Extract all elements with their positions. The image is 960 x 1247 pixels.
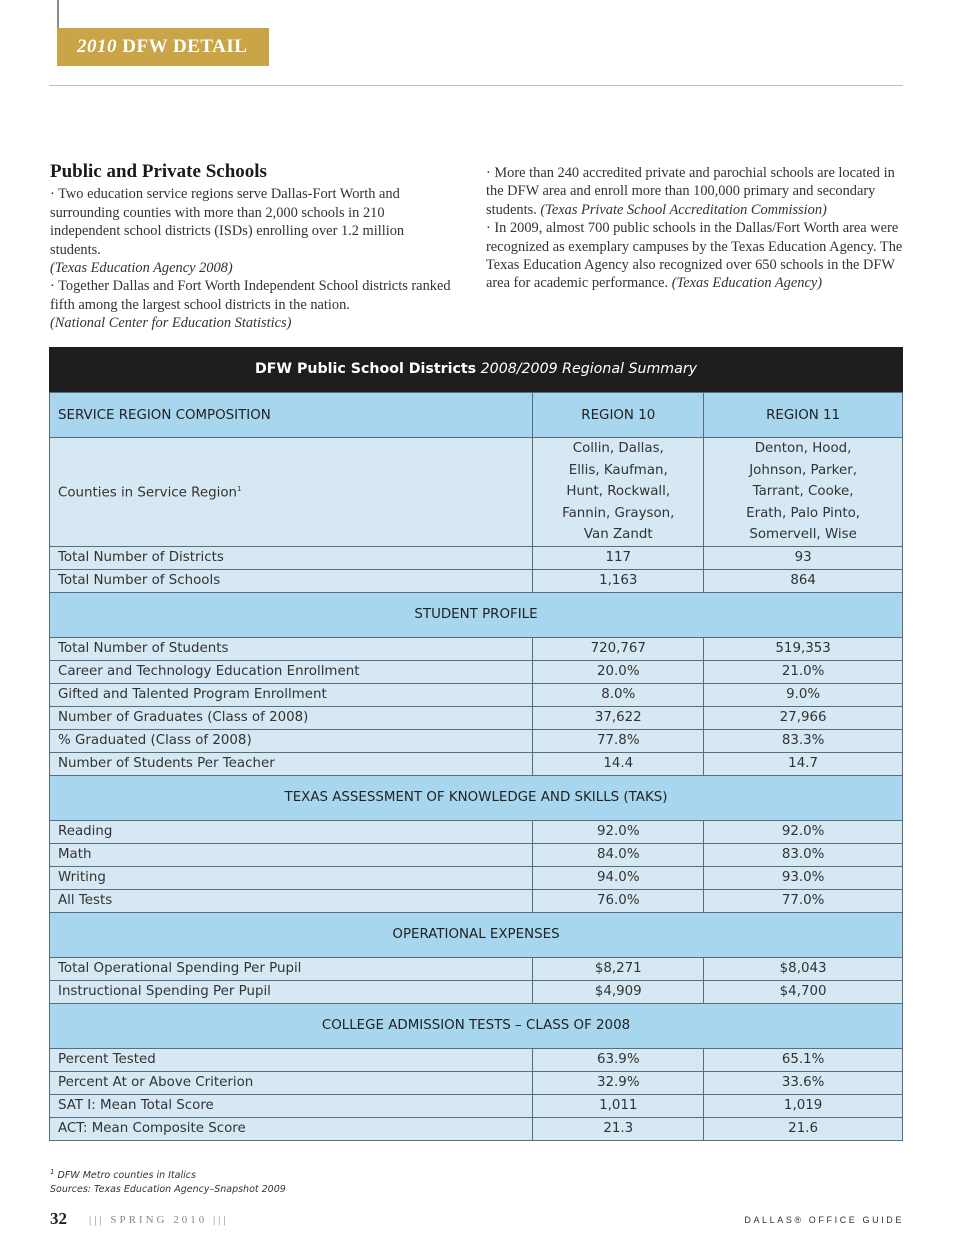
region-11-value: 21.0% [704,660,903,683]
region-10-value: $8,271 [533,957,704,980]
region-11-value: 77.0% [704,889,903,912]
region-11-value: 93 [704,546,903,569]
publication-name: DALLAS® OFFICE GUIDE [744,1215,904,1225]
region-11-value: 519,353 [704,637,903,660]
region-10-value: 84.0% [533,843,704,866]
article-source: (National Center for Education Statistics) [50,315,292,332]
region-11-counties: Denton, Hood, Johnson, Parker, Tarrant, Cooke, Erath, Palo Pinto, Somervell, Wise [704,438,903,547]
table-row [50,660,903,683]
section-title: COLLEGE ADMISSION TESTS – CLASS OF 2008 [50,1003,903,1048]
article-paragraph: · Two education service regions serve Dallas-Fort Worth and surrounding counties with more than 2,000 schools in 210 independent school districts (ISDs) enrolling over 1.2 million students. (Texas Education Agency 2008) [50,186,405,277]
table-row [50,1071,903,1094]
region-10-value: 63.9% [533,1048,704,1071]
region-11-value: 9.0% [704,683,903,706]
table-row [50,889,903,912]
row-label: Total Number of Districts [50,546,533,569]
table-row [50,1117,903,1140]
region-10-value: 720,767 [533,637,704,660]
table-row [50,866,903,889]
column-header-region-10: REGION 10 [533,393,704,438]
section-title: TEXAS ASSESSMENT OF KNOWLEDGE AND SKILLS (TAKS) [50,775,903,820]
table-title: DFW Public School Districts 2008/2009 Regional Summary [49,347,903,392]
section-name: DFW DETAIL [122,36,248,57]
school-districts-table [49,347,903,1141]
row-label: Gifted and Talented Program Enrollment [50,683,533,706]
region-11-value: 1,019 [704,1094,903,1117]
section-header-row [50,912,903,957]
section-header-row [50,775,903,820]
divider [49,85,903,86]
column-header-composition: SERVICE REGION COMPOSITION [50,393,533,438]
table-row [50,980,903,1003]
sources-note: Sources: Texas Education Agency–Snapshot 2009 [50,1183,286,1195]
section-year: 2010 [77,36,117,57]
row-label: Reading [50,820,533,843]
region-10-value: 21.3 [533,1117,704,1140]
article-source: (Texas Education Agency 2008) [50,260,233,277]
region-10-value: 20.0% [533,660,704,683]
table-row [50,546,903,569]
column-header-region-11: REGION 11 [704,393,903,438]
row-label: ACT: Mean Composite Score [50,1117,533,1140]
section-title: STUDENT PROFILE [50,592,903,637]
article-right-column [486,164,904,293]
table-row [50,637,903,660]
region-10-value: 37,622 [533,706,704,729]
article-source: (Texas Education Agency) [671,275,823,292]
row-label: Instructional Spending Per Pupil [50,980,533,1003]
row-label: Number of Students Per Teacher [50,752,533,775]
row-label: All Tests [50,889,533,912]
page-number: 32 [50,1209,67,1228]
region-10-value: 14.4 [533,752,704,775]
row-label: % Graduated (Class of 2008) [50,729,533,752]
region-10-value: 76.0% [533,889,704,912]
region-10-value: 117 [533,546,704,569]
section-title [77,36,247,58]
row-label: Career and Technology Education Enrollment [50,660,533,683]
table-row [50,957,903,980]
table-row [50,752,903,775]
region-10-value: 92.0% [533,820,704,843]
table-header-row [50,393,903,438]
region-10-value: $4,909 [533,980,704,1003]
region-11-value: 93.0% [704,866,903,889]
region-10-value: 32.9% [533,1071,704,1094]
row-label: Total Operational Spending Per Pupil [50,957,533,980]
article-heading: Public and Private Schools [50,161,267,182]
region-11-value: 92.0% [704,820,903,843]
counties-label: Counties in Service Region$^1$ [50,438,533,547]
table-row [50,1048,903,1071]
region-11-value: 21.6 [704,1117,903,1140]
table-row [50,1094,903,1117]
region-10-value: 94.0% [533,866,704,889]
row-label: SAT I: Mean Total Score [50,1094,533,1117]
section-header-row [50,1003,903,1048]
region-11-value: 33.6% [704,1071,903,1094]
region-10-counties: Collin, Dallas, Ellis, Kaufman, Hunt, Rockwall, Fannin, Grayson, Van Zandt [533,438,704,547]
article-paragraph: · Together Dallas and Fort Worth Independent School districts ranked fifth among the largest school districts in the nation. (National Center for Education Statistics) [50,278,451,332]
region-11-value: $8,043 [704,957,903,980]
row-label: Math [50,843,533,866]
article-source: (Texas Private School Accreditation Commission) [540,201,827,218]
region-11-value: 83.0% [704,843,903,866]
table-row [50,820,903,843]
row-label: Total Number of Students [50,637,533,660]
region-11-value: 27,966 [704,706,903,729]
table-row [50,843,903,866]
table-row [50,706,903,729]
region-11-value: $4,700 [704,980,903,1003]
counties-row [50,438,903,547]
issue-season: ||| SPRING 2010 ||| [89,1214,229,1226]
row-label: Number of Graduates (Class of 2008) [50,706,533,729]
article-paragraph: · In 2009, almost 700 public schools in the Dallas/Fort Worth area were recognized as exemplary campuses by the Texas Education Agency. The Texas Education Agency also recognized over 650 schools in the DFW area for academic performance. (Texas Education Agency) [486,220,903,292]
region-11-value: 864 [704,569,903,592]
row-label: Percent Tested [50,1048,533,1071]
table-row [50,683,903,706]
table-row [50,569,903,592]
region-10-value: 77.8% [533,729,704,752]
region-11-value: 14.7 [704,752,903,775]
region-10-value: 8.0% [533,683,704,706]
table-row [50,729,903,752]
region-11-value: 65.1% [704,1048,903,1071]
row-label: Percent At or Above Criterion [50,1071,533,1094]
row-label: Writing [50,866,533,889]
section-header-row [50,592,903,637]
article-left-column [50,163,458,333]
section-title: OPERATIONAL EXPENSES [50,912,903,957]
article-paragraph: · More than 240 accredited private and parochial schools are located in the DFW area and enroll more than 100,000 primary and secondary students. (Texas Private School Accreditation Commission) [486,165,895,218]
region-10-value: 1,011 [533,1094,704,1117]
region-10-value: 1,163 [533,569,704,592]
footnote: $^1$ DFW Metro counties in Italics [50,1168,196,1182]
footnotes [50,1166,286,1196]
row-label: Total Number of Schools [50,569,533,592]
region-11-value: 83.3% [704,729,903,752]
